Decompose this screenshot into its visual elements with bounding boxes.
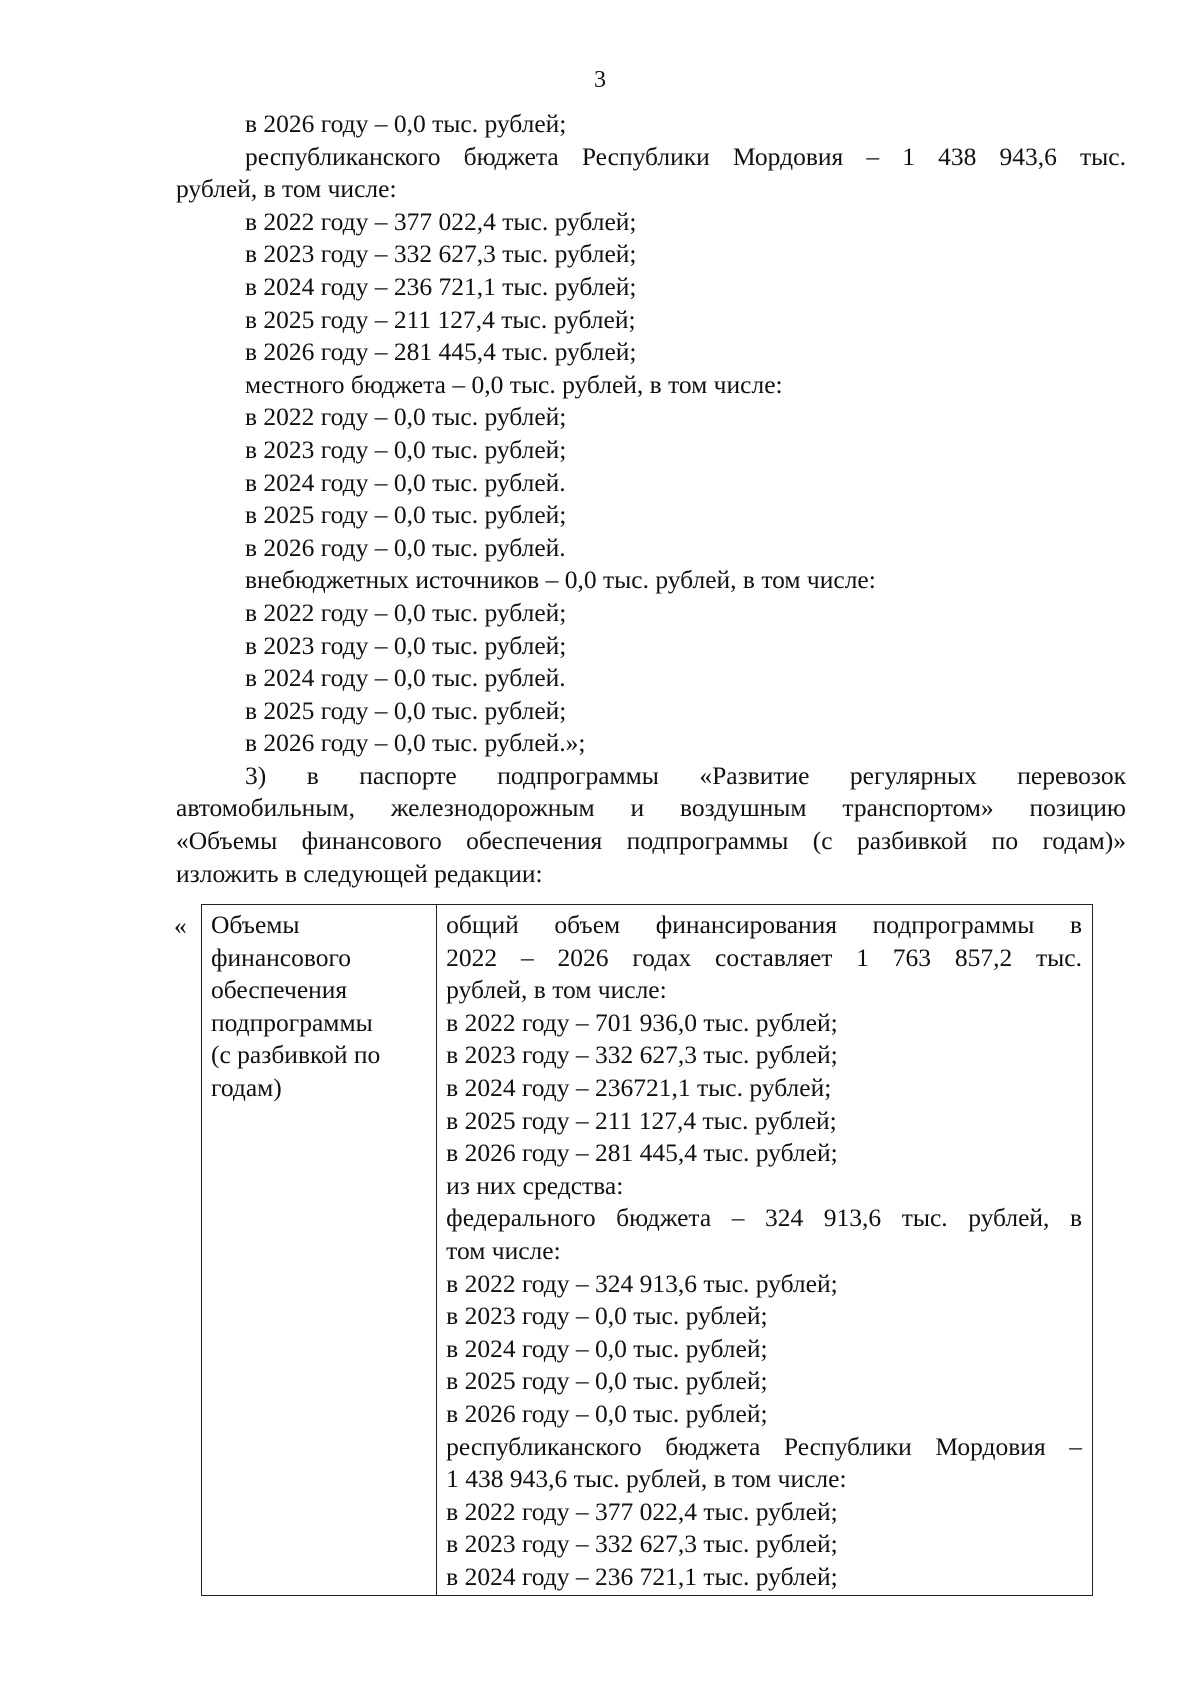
- item-3-paragraph: 3) в паспорте подпрограммы «Развитие регулярных перевозок: [245, 760, 1126, 790]
- cell-line: в 2022 году – 377 022,4 тыс. рублей;: [446, 1496, 838, 1526]
- cell-line: в 2023 году – 332 627,3 тыс. рублей;: [446, 1529, 838, 1559]
- year-line: в 2025 году – 0,0 тыс. рублей;: [245, 695, 567, 725]
- year-line: в 2025 году – 0,0 тыс. рублей;: [245, 500, 567, 530]
- opening-quote-mark: «: [174, 911, 187, 940]
- year-line: в 2022 году – 377 022,4 тыс. рублей;: [245, 206, 637, 236]
- year-line: в 2022 году – 0,0 тыс. рублей;: [245, 402, 567, 432]
- year-line: в 2024 году – 0,0 тыс. рублей.: [245, 663, 566, 693]
- passport-table: [201, 904, 1093, 1596]
- cell-line: в 2024 году – 236721,1 тыс. рублей;: [446, 1072, 832, 1102]
- year-line: в 2022 году – 0,0 тыс. рублей;: [245, 597, 567, 627]
- cell-line: том числе:: [446, 1235, 561, 1265]
- cell-line: в 2023 году – 332 627,3 тыс. рублей;: [446, 1040, 838, 1070]
- cell-line: (с разбивкой по: [211, 1040, 381, 1070]
- year-line: в 2026 году – 281 445,4 тыс. рублей;: [245, 337, 637, 367]
- cell-line: финансового: [211, 942, 352, 972]
- position-name-cell: [202, 905, 437, 1596]
- cell-line: рублей, в том числе:: [446, 975, 667, 1005]
- cell-line: общий объем финансирования подпрограммы в: [446, 910, 1082, 939]
- cell-line: в 2022 году – 701 936,0 тыс. рублей;: [446, 1007, 838, 1037]
- local-budget-header: местного бюджета – 0,0 тыс. рублей, в том числе:: [245, 369, 783, 399]
- text-line: в 2026 году – 0,0 тыс. рублей;: [245, 109, 567, 138]
- year-line: в 2023 году – 332 627,3 тыс. рублей;: [245, 239, 637, 269]
- cell-line: в 2025 году – 211 127,4 тыс. рублей;: [446, 1105, 837, 1135]
- year-line: в 2024 году – 236 721,1 тыс. рублей;: [245, 271, 637, 301]
- body-text: [176, 108, 1126, 890]
- item-3-paragraph-line: изложить в следующей редакции:: [176, 858, 543, 888]
- position-value-cell: [437, 905, 1093, 1596]
- cell-line: в 2024 году – 0,0 тыс. рублей;: [446, 1333, 768, 1363]
- item-3-paragraph-line: «Объемы финансового обеспечения подпрограммы (с разбивкой по годам)»: [176, 826, 1126, 856]
- year-line: в 2026 году – 0,0 тыс. рублей.»;: [245, 728, 586, 758]
- cell-line: подпрограммы: [211, 1007, 373, 1037]
- page-number: 3: [594, 67, 606, 93]
- cell-line: в 2025 году – 0,0 тыс. рублей;: [446, 1366, 768, 1396]
- republic-budget-line-continued: рублей, в том числе:: [176, 174, 397, 204]
- cell-line: обеспечения: [211, 975, 348, 1005]
- cell-line: в 2026 году – 281 445,4 тыс. рублей;: [446, 1138, 838, 1168]
- year-line: в 2023 году – 0,0 тыс. рублей;: [245, 434, 567, 464]
- cell-line: из них средства:: [446, 1170, 624, 1200]
- year-line: в 2026 году – 0,0 тыс. рублей.: [245, 532, 566, 562]
- cell-line: федерального бюджета – 324 913,6 тыс. рублей, в: [446, 1203, 1082, 1233]
- cell-line: в 2022 году – 324 913,6 тыс. рублей;: [446, 1268, 838, 1298]
- cell-line: в 2023 году – 0,0 тыс. рублей;: [446, 1301, 768, 1331]
- cell-line: 1 438 943,6 тыс. рублей, в том числе:: [446, 1464, 847, 1494]
- cell-line: 2022 – 2026 годах составляет 1 763 857,2 тыс.: [446, 942, 1082, 972]
- cell-line: в 2026 году – 0,0 тыс. рублей;: [446, 1398, 768, 1428]
- republic-budget-line: республиканского бюджета Республики Мордовия – 1 438 943,6 тыс.: [245, 141, 1126, 171]
- year-line: в 2023 году – 0,0 тыс. рублей;: [245, 630, 567, 660]
- extrabudgetary-header: внебюджетных источников – 0,0 тыс. рублей, в том числе:: [245, 565, 876, 595]
- year-line: в 2025 году – 211 127,4 тыс. рублей;: [245, 304, 636, 334]
- cell-line: Объемы: [211, 910, 300, 939]
- cell-line: в 2024 году – 236 721,1 тыс. рублей;: [446, 1561, 838, 1591]
- cell-line: годам): [211, 1072, 282, 1102]
- year-line: в 2024 году – 0,0 тыс. рублей.: [245, 467, 566, 497]
- item-3-paragraph-line: автомобильным, железнодорожным и воздушным транспортом» позицию: [176, 793, 1126, 823]
- table-row: [202, 905, 1093, 1596]
- cell-line: республиканского бюджета Республики Мордовия –: [446, 1431, 1082, 1461]
